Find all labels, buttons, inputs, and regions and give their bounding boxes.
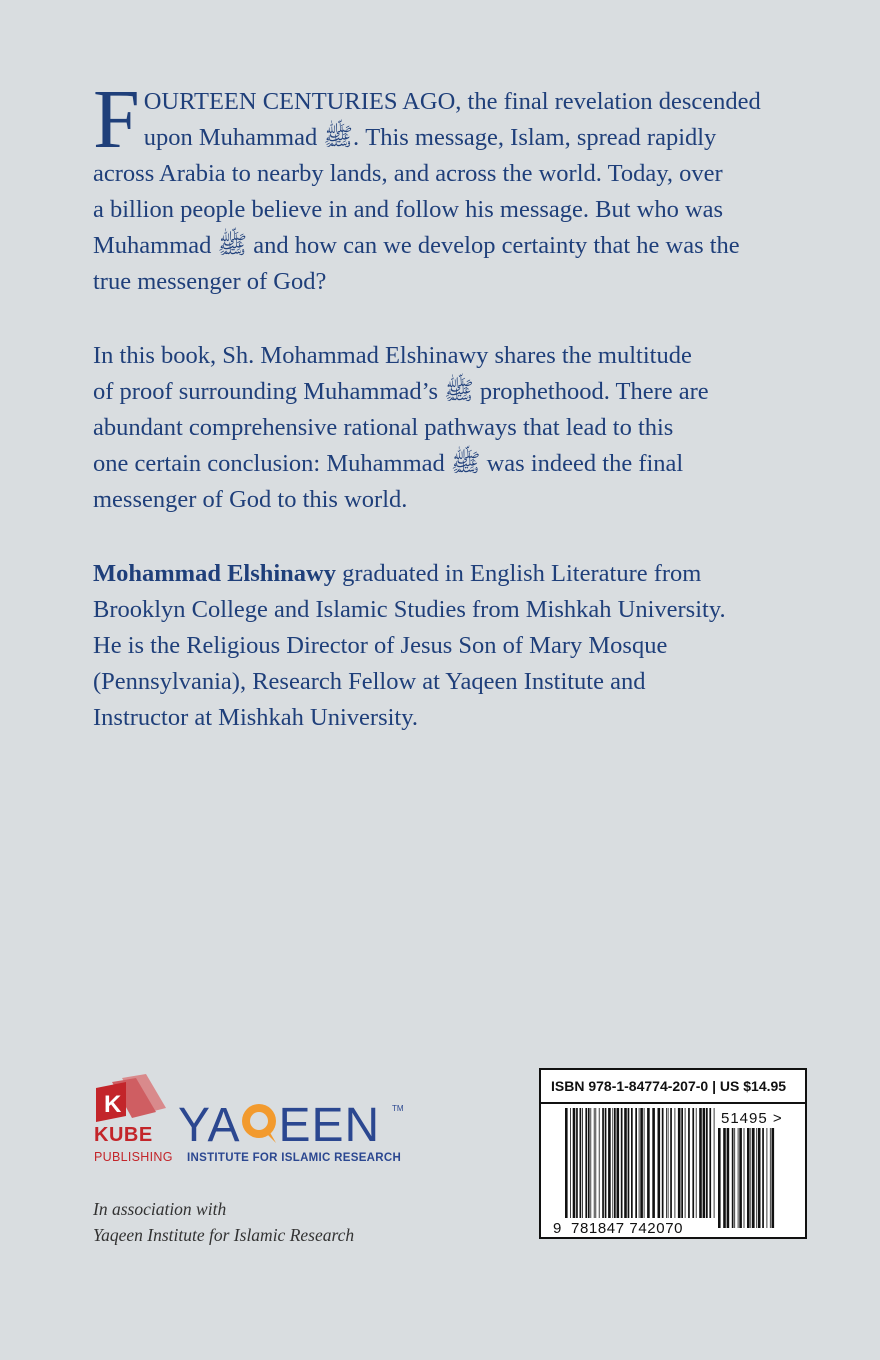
barcode-bar (772, 1128, 775, 1228)
drop-cap: F (93, 73, 140, 166)
barcode-bar (662, 1108, 664, 1218)
ean-digits: 781847 742070 (571, 1220, 684, 1237)
barcode-bar (756, 1128, 757, 1228)
barcode-bar (652, 1108, 655, 1218)
association-line-1: In association with (93, 1199, 227, 1219)
barcode-bar (585, 1108, 587, 1218)
barcode-bar (732, 1128, 734, 1228)
barcode-bar (709, 1108, 711, 1218)
cover-blurb (93, 73, 813, 774)
bio-line: (Pennsylvania), Research Fellow at Yaqeen Institute and (93, 668, 646, 695)
yaqeen-logo (178, 1098, 408, 1168)
barcode-bar (692, 1108, 694, 1218)
barcode-bar (685, 1108, 686, 1218)
barcode-bar (602, 1108, 604, 1218)
barcode-bar (744, 1128, 745, 1228)
barcode-bar (595, 1108, 596, 1218)
description-paragraph-2 (93, 338, 813, 518)
description-line: abundant comprehensive rational pathways that lead to this (93, 414, 674, 441)
barcode-bar (747, 1128, 750, 1228)
description-line: upon Muhammad ﷺ. This message, Islam, spread rapidly (143, 124, 717, 151)
barcode-bar (714, 1108, 715, 1218)
publisher-logos (92, 1072, 412, 1172)
description-line: Muhammad ﷺ and how can we develop certainty that he was the (93, 232, 740, 259)
yaqeen-word-end: EEN (278, 1099, 381, 1152)
barcode-bar (758, 1128, 761, 1228)
barcode-bar (752, 1128, 755, 1228)
description-line: a billion people believe in and follow his message. But who was (93, 196, 724, 223)
barcode-bar (639, 1108, 640, 1218)
kube-publishing-logo (92, 1072, 173, 1168)
barcode-bar (727, 1128, 730, 1228)
kube-name: KUBE (94, 1124, 153, 1146)
barcode-bar (696, 1108, 697, 1218)
barcode-bar (681, 1108, 683, 1218)
kube-subtitle: PUBLISHING (94, 1150, 173, 1164)
barcode-bar (706, 1108, 708, 1218)
barcode-panel (539, 1068, 807, 1239)
author-bio (93, 556, 813, 736)
description-line: one certain conclusion: Muhammad ﷺ was indeed the final (93, 450, 684, 477)
yaqeen-word-start: YA (178, 1099, 241, 1152)
barcode-bar (617, 1108, 620, 1218)
barcode-bar (640, 1108, 643, 1218)
barcode-bar (628, 1108, 630, 1218)
barcode-bar (631, 1108, 633, 1218)
barcode-bar (594, 1108, 595, 1218)
barcode-bar (588, 1108, 590, 1218)
barcode-bar (570, 1108, 571, 1218)
barcode-bar (699, 1108, 702, 1218)
trademark: TM (392, 1104, 404, 1113)
description-paragraph-1 (93, 73, 813, 300)
barcode-bar (635, 1108, 637, 1218)
bio-line: He is the Religious Director of Jesus Son of Mary Mosque (93, 632, 668, 659)
addon-barcode (718, 1128, 780, 1228)
bio-line: Brooklyn College and Islamic Studies from Mishkah University. (93, 596, 726, 623)
barcode-bar (678, 1108, 681, 1218)
barcode-bar (644, 1108, 645, 1218)
barcode-bar (658, 1108, 661, 1218)
barcode-bar (718, 1128, 721, 1228)
barcode-bar (767, 1128, 768, 1228)
description-line: across Arabia to nearby lands, and across the world. Today, over (93, 160, 723, 187)
barcode-bar (762, 1128, 764, 1228)
barcode-bar (668, 1108, 669, 1218)
isbn-price-label: ISBN 978-1-84774-207-0 | US $14.95 (541, 1070, 805, 1104)
barcode-bar (647, 1108, 650, 1218)
barcode-bar (688, 1108, 690, 1218)
barcode-bar (723, 1128, 726, 1228)
barcode-bar (675, 1108, 676, 1218)
barcode-bar (670, 1108, 672, 1218)
barcode-bar (750, 1128, 751, 1228)
description-line: OURTEEN CENTURIES AGO, the final revelation descended (143, 88, 761, 115)
q-speech-bubble-icon (240, 1101, 278, 1145)
barcode-bar (624, 1108, 627, 1218)
barcode-bar (605, 1108, 607, 1218)
barcode-bar (599, 1108, 600, 1218)
barcode-bar (621, 1108, 623, 1218)
barcode-bar (739, 1128, 742, 1228)
ean-first-digit: 9 (553, 1220, 562, 1237)
ean-barcode (565, 1108, 741, 1218)
barcode-bar (590, 1108, 591, 1218)
kube-letter: K (104, 1091, 122, 1118)
barcode-bar (576, 1108, 578, 1218)
barcode-bar (580, 1108, 582, 1218)
yaqeen-wordmark (178, 1098, 380, 1154)
barcode-bar (738, 1128, 739, 1228)
addon-number: 51495 > (721, 1110, 783, 1127)
kube-book-icon (92, 1072, 168, 1128)
barcode-bar (565, 1108, 568, 1218)
barcode-bar (612, 1108, 613, 1218)
barcode-bar (582, 1108, 583, 1218)
barcode-bar (734, 1128, 735, 1228)
yaqeen-subtitle: INSTITUTE FOR ISLAMIC RESEARCH (187, 1152, 402, 1164)
author-name: Mohammad Elshinawy (93, 560, 337, 587)
description-line: In this book, Sh. Mohammad Elshinawy shares the multitude (93, 342, 692, 369)
barcode-bar (608, 1108, 611, 1218)
barcode-bar (770, 1128, 771, 1228)
barcode-bar (614, 1108, 616, 1218)
barcode-bar (573, 1108, 576, 1218)
association-note (93, 1196, 354, 1248)
description-line: messenger of God to this world. (93, 486, 408, 513)
barcode-bar (703, 1108, 706, 1218)
barcode-bar (666, 1108, 667, 1218)
description-line: true messenger of God? (93, 268, 327, 295)
bio-line: Instructor at Mishkah University. (93, 704, 419, 731)
association-line-2: Yaqeen Institute for Islamic Research (93, 1225, 355, 1245)
bio-line: graduated in English Literature from (336, 560, 702, 587)
description-line: of proof surrounding Muhammad’s ﷺ prophethood. There are (93, 378, 709, 405)
